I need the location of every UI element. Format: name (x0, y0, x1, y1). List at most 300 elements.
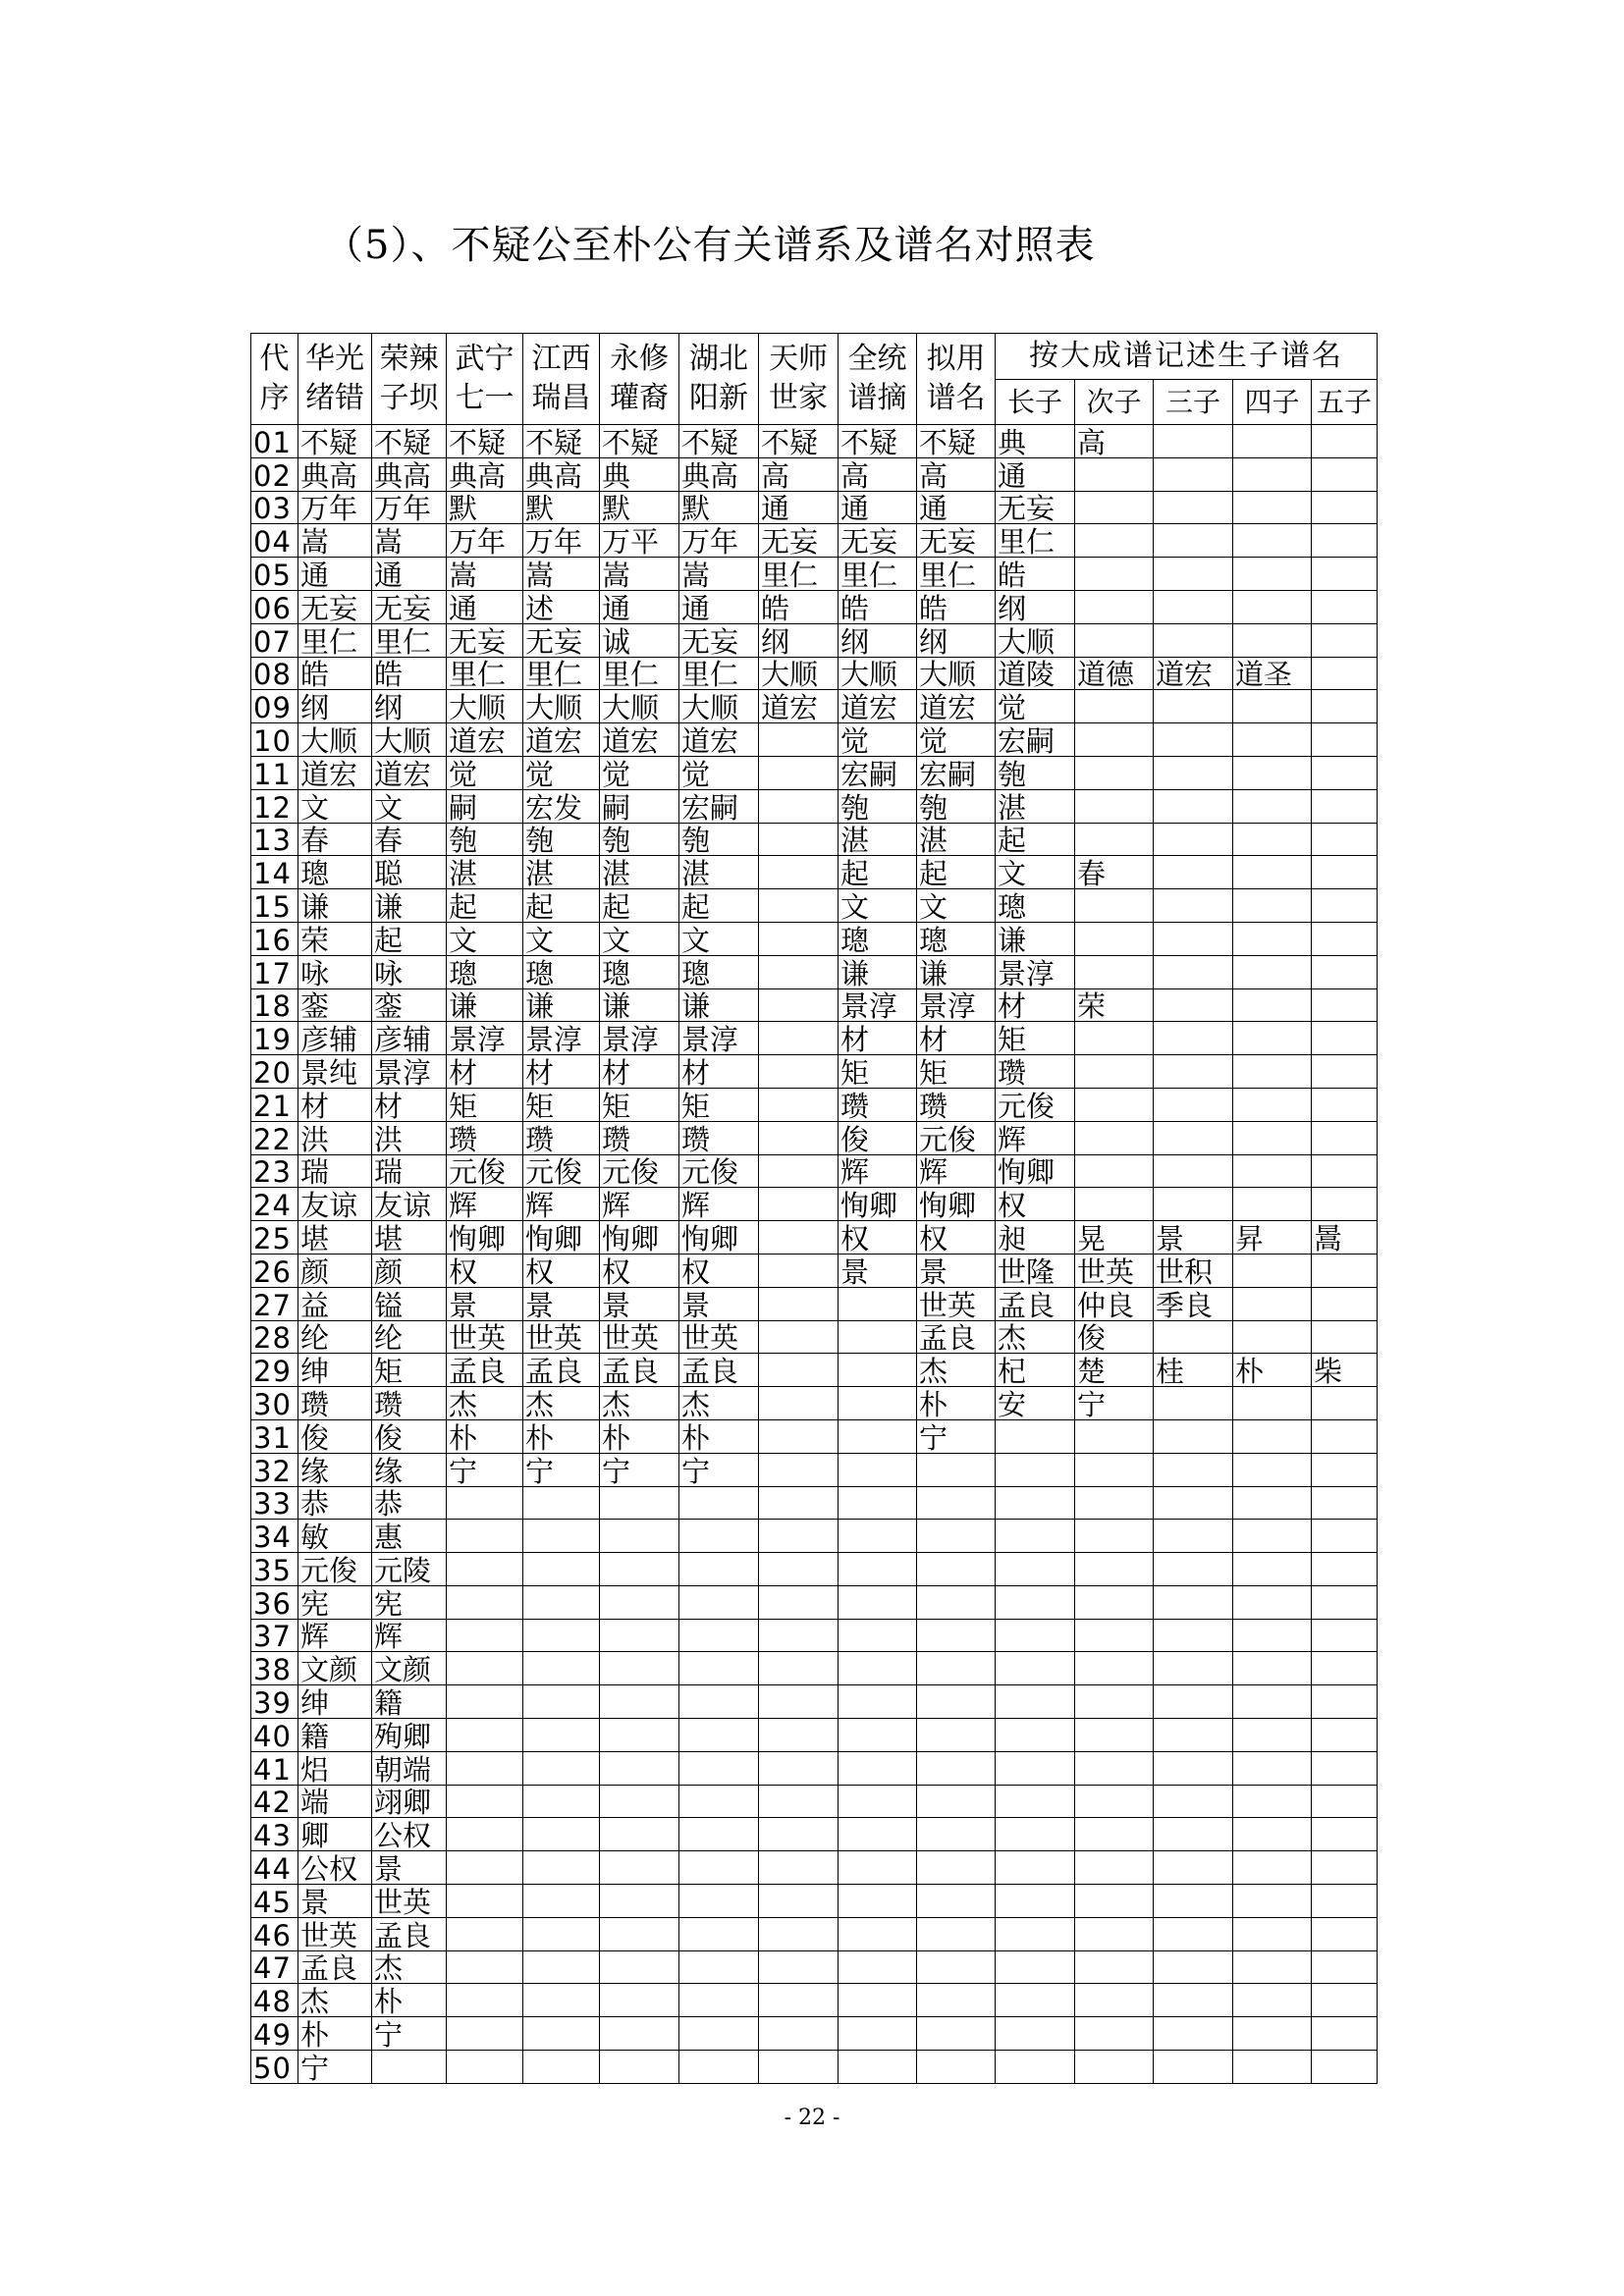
name-cell (447, 1818, 523, 1851)
name-cell (1233, 590, 1312, 623)
name-cell: 权 (600, 1254, 679, 1287)
name-cell (759, 756, 839, 789)
name-cell (759, 1254, 839, 1287)
header-source: 拟用谱名 (917, 334, 996, 425)
name-cell (1312, 590, 1378, 623)
name-cell (1075, 922, 1154, 955)
header-son: 四子 (1233, 380, 1312, 425)
name-cell: 纶 (298, 1320, 372, 1354)
name-cell (1312, 1585, 1378, 1619)
name-cell (1154, 1917, 1233, 1950)
name-cell: 柴 (1312, 1354, 1378, 1387)
name-cell: 文 (523, 922, 600, 955)
name-cell: 景 (523, 1287, 600, 1320)
name-cell: 不疑 (839, 425, 917, 458)
name-cell (679, 2017, 759, 2051)
name-cell: 道宏 (372, 756, 447, 789)
name-cell (839, 2017, 917, 2051)
name-cell: 元俊 (679, 1154, 759, 1188)
name-cell (996, 1751, 1075, 1785)
name-cell: 世积 (1154, 1254, 1233, 1287)
generation-number: 44 (251, 1851, 298, 1885)
name-cell (759, 988, 839, 1022)
name-cell: 敏 (298, 1520, 372, 1553)
table-row (251, 1088, 1378, 1121)
name-cell: 恭 (372, 1486, 447, 1520)
name-cell: 万年 (298, 491, 372, 524)
name-cell: 材 (917, 1022, 996, 1055)
name-cell: 孟良 (298, 1950, 372, 1984)
generation-number: 35 (251, 1553, 298, 1586)
name-cell (1075, 1851, 1154, 1885)
table-row (251, 590, 1378, 623)
name-cell: 瓒 (372, 1387, 447, 1420)
name-cell (600, 1520, 679, 1553)
name-cell (1233, 823, 1312, 856)
table-row (251, 2051, 1378, 2084)
name-cell: 嵩 (679, 558, 759, 591)
name-cell (1312, 922, 1378, 955)
name-cell: 俊 (298, 1419, 372, 1453)
name-cell (1233, 1619, 1312, 1652)
name-cell: 元陵 (372, 1553, 447, 1586)
name-cell: 孟良 (447, 1354, 523, 1387)
name-cell (1233, 789, 1312, 823)
name-cell (1312, 491, 1378, 524)
name-cell (447, 1520, 523, 1553)
generation-number: 41 (251, 1751, 298, 1785)
name-cell (759, 922, 839, 955)
name-cell (1312, 558, 1378, 591)
name-cell: 景 (679, 1287, 759, 1320)
name-cell: 嵩 (298, 524, 372, 558)
name-cell (1075, 1154, 1154, 1188)
generation-number: 17 (251, 955, 298, 988)
name-cell (1154, 955, 1233, 988)
name-cell: 湛 (839, 823, 917, 856)
table-row (251, 558, 1378, 591)
name-cell (1312, 1387, 1378, 1420)
name-cell (1075, 1619, 1154, 1652)
name-cell (1075, 623, 1154, 657)
name-cell (1154, 988, 1233, 1022)
name-cell (839, 1453, 917, 1486)
name-cell: 大顺 (523, 690, 600, 723)
name-cell (759, 1419, 839, 1453)
name-cell (1075, 889, 1154, 923)
name-cell (1312, 1885, 1378, 1918)
name-cell (1312, 623, 1378, 657)
name-cell: 宁 (298, 2051, 372, 2084)
name-cell (759, 955, 839, 988)
table-row (251, 856, 1378, 889)
name-cell (523, 1851, 600, 1885)
name-cell: 景 (1154, 1221, 1233, 1255)
generation-number: 16 (251, 922, 298, 955)
name-cell (839, 1354, 917, 1387)
name-cell (839, 1818, 917, 1851)
name-cell (600, 1751, 679, 1785)
name-cell: 大顺 (372, 723, 447, 757)
name-cell: 矩 (996, 1022, 1075, 1055)
name-cell: 荣 (298, 922, 372, 955)
name-cell (1233, 1818, 1312, 1851)
name-cell (679, 1917, 759, 1950)
name-cell (996, 1885, 1075, 1918)
name-cell: 材 (523, 1055, 600, 1089)
name-cell (1233, 1320, 1312, 1354)
name-cell (1312, 1254, 1378, 1287)
name-cell: 皓 (917, 590, 996, 623)
name-cell (679, 1553, 759, 1586)
name-cell: 嵩 (523, 558, 600, 591)
name-cell: 孟良 (600, 1354, 679, 1387)
name-cell (1154, 1851, 1233, 1885)
name-cell (839, 1751, 917, 1785)
name-cell (523, 1486, 600, 1520)
name-cell: 銮 (298, 988, 372, 1022)
name-cell (839, 1785, 917, 1818)
name-cell (1312, 889, 1378, 923)
name-cell (759, 1287, 839, 1320)
name-cell: 堪 (372, 1221, 447, 1255)
name-cell: 匏 (996, 756, 1075, 789)
name-cell (1312, 1719, 1378, 1752)
generation-number: 20 (251, 1055, 298, 1089)
name-cell (1075, 1818, 1154, 1851)
name-cell (1075, 756, 1154, 789)
name-cell (1075, 1652, 1154, 1685)
generation-number: 43 (251, 1818, 298, 1851)
name-cell (447, 1719, 523, 1752)
table-row (251, 1818, 1378, 1851)
name-cell (1075, 1751, 1154, 1785)
name-cell: 湛 (523, 856, 600, 889)
name-cell: 大顺 (996, 623, 1075, 657)
name-cell: 杞 (996, 1354, 1075, 1387)
name-cell (1154, 1486, 1233, 1520)
name-cell (1075, 1917, 1154, 1950)
name-cell (1233, 1387, 1312, 1420)
name-cell (1075, 457, 1154, 491)
name-cell (759, 2017, 839, 2051)
name-cell (1154, 690, 1233, 723)
name-cell: 矩 (839, 1055, 917, 1089)
name-cell: 道宏 (679, 723, 759, 757)
name-cell (1154, 1188, 1233, 1221)
name-cell: 万年 (523, 524, 600, 558)
header-sons-title: 按大成谱记述生子谱名 (996, 334, 1378, 380)
generation-number: 18 (251, 988, 298, 1022)
name-cell (996, 2051, 1075, 2084)
name-cell (759, 1387, 839, 1420)
name-cell: 典高 (447, 457, 523, 491)
name-cell (759, 1088, 839, 1121)
generation-number: 36 (251, 1585, 298, 1619)
name-cell: 道德 (1075, 657, 1154, 690)
name-cell: 俊 (1075, 1320, 1154, 1354)
name-cell (447, 1917, 523, 1950)
name-cell: 杰 (523, 1387, 600, 1420)
table-header (251, 334, 1378, 425)
name-cell: 安 (996, 1387, 1075, 1420)
name-cell: 无妄 (523, 623, 600, 657)
name-cell (1233, 1287, 1312, 1320)
name-cell (996, 1984, 1075, 2017)
name-cell (917, 1520, 996, 1553)
name-cell: 焒 (298, 1751, 372, 1785)
name-cell: 景淳 (600, 1022, 679, 1055)
name-cell: 起 (917, 856, 996, 889)
name-cell (1312, 1055, 1378, 1089)
name-cell (1154, 1885, 1233, 1918)
name-cell (1233, 1652, 1312, 1685)
name-cell (1233, 1254, 1312, 1287)
name-cell: 默 (523, 491, 600, 524)
name-cell: 典高 (298, 457, 372, 491)
name-cell (1075, 1984, 1154, 2017)
name-cell: 谦 (298, 889, 372, 923)
name-cell (1233, 1055, 1312, 1089)
name-cell (1233, 2017, 1312, 2051)
table-row (251, 457, 1378, 491)
name-cell: 无妄 (996, 491, 1075, 524)
name-cell (839, 1287, 917, 1320)
name-cell (1233, 690, 1312, 723)
name-cell (839, 1719, 917, 1752)
name-cell (447, 1585, 523, 1619)
name-cell (1312, 1751, 1378, 1785)
name-cell: 友谅 (298, 1188, 372, 1221)
generation-number: 37 (251, 1619, 298, 1652)
generation-number: 05 (251, 558, 298, 591)
name-cell: 景淳 (839, 988, 917, 1022)
header-son: 五子 (1312, 380, 1378, 425)
name-cell: 宪 (372, 1585, 447, 1619)
name-cell: 瓒 (600, 1121, 679, 1154)
name-cell (917, 1917, 996, 1950)
name-cell (600, 1652, 679, 1685)
table-row (251, 623, 1378, 657)
name-cell: 道陵 (996, 657, 1075, 690)
name-cell (1233, 1885, 1312, 1918)
name-cell (1312, 1685, 1378, 1719)
name-cell: 世英 (372, 1885, 447, 1918)
name-cell (1312, 1486, 1378, 1520)
name-cell (1075, 2017, 1154, 2051)
name-cell (1154, 491, 1233, 524)
name-cell (759, 856, 839, 889)
generation-number: 11 (251, 756, 298, 789)
generation-number: 28 (251, 1320, 298, 1354)
name-cell (1312, 1287, 1378, 1320)
name-cell: 觉 (679, 756, 759, 789)
name-cell: 湛 (996, 789, 1075, 823)
generation-number: 33 (251, 1486, 298, 1520)
name-cell (759, 823, 839, 856)
generation-number: 48 (251, 1984, 298, 2017)
name-cell (1233, 1585, 1312, 1619)
name-cell (523, 1652, 600, 1685)
name-cell (679, 1520, 759, 1553)
generation-number: 42 (251, 1785, 298, 1818)
name-cell (759, 1885, 839, 1918)
name-cell (1154, 425, 1233, 458)
name-cell: 道圣 (1233, 657, 1312, 690)
name-cell (996, 1652, 1075, 1685)
name-cell (1154, 1619, 1233, 1652)
name-cell: 权 (839, 1221, 917, 1255)
name-cell (447, 2051, 523, 2084)
name-cell: 起 (679, 889, 759, 923)
name-cell (917, 1785, 996, 1818)
name-cell: 默 (679, 491, 759, 524)
name-cell (839, 2051, 917, 2084)
name-cell: 孟良 (523, 1354, 600, 1387)
name-cell: 宁 (372, 2017, 447, 2051)
name-cell (996, 1719, 1075, 1752)
name-cell: 绅 (298, 1685, 372, 1719)
name-cell: 杰 (917, 1354, 996, 1387)
name-cell: 道宏 (523, 723, 600, 757)
table-row (251, 491, 1378, 524)
name-cell: 璁 (447, 955, 523, 988)
name-cell: 辉 (372, 1619, 447, 1652)
name-cell: 典高 (372, 457, 447, 491)
name-cell (1233, 491, 1312, 524)
name-cell: 孟良 (679, 1354, 759, 1387)
name-cell (996, 1619, 1075, 1652)
table-body (251, 425, 1378, 2084)
generation-number: 06 (251, 590, 298, 623)
generation-number: 31 (251, 1419, 298, 1453)
name-cell (1075, 1055, 1154, 1089)
table-row (251, 1917, 1378, 1950)
name-cell: 材 (298, 1088, 372, 1121)
header-source: 华光绪错 (298, 334, 372, 425)
name-cell: 文 (447, 922, 523, 955)
name-cell (917, 1553, 996, 1586)
name-cell: 道宏 (839, 690, 917, 723)
name-cell: 恂卿 (679, 1221, 759, 1255)
name-cell: 朴 (523, 1419, 600, 1453)
name-cell (1312, 1785, 1378, 1818)
name-cell: 里仁 (679, 657, 759, 690)
generation-number: 39 (251, 1685, 298, 1719)
name-cell (447, 1885, 523, 1918)
name-cell: 璁 (917, 922, 996, 955)
name-cell (600, 1585, 679, 1619)
name-cell: 景 (372, 1851, 447, 1885)
name-cell: 文 (298, 789, 372, 823)
name-cell (523, 1950, 600, 1984)
name-cell (523, 1585, 600, 1619)
name-cell (839, 1486, 917, 1520)
header-source: 天师世家 (759, 334, 839, 425)
name-cell (1154, 922, 1233, 955)
name-cell: 典高 (523, 457, 600, 491)
name-cell (917, 1486, 996, 1520)
name-cell (1154, 1154, 1233, 1188)
name-cell: 宁 (447, 1453, 523, 1486)
table-row (251, 1453, 1378, 1486)
table-row (251, 1354, 1378, 1387)
name-cell (1312, 1121, 1378, 1154)
name-cell: 绅 (298, 1354, 372, 1387)
name-cell: 辉 (996, 1121, 1075, 1154)
name-cell (1154, 723, 1233, 757)
name-cell: 纲 (372, 690, 447, 723)
name-cell: 文 (372, 789, 447, 823)
name-cell (1312, 1320, 1378, 1354)
name-cell: 无妄 (759, 524, 839, 558)
name-cell (1233, 1520, 1312, 1553)
generation-number: 27 (251, 1287, 298, 1320)
name-cell (523, 1984, 600, 2017)
table-row (251, 1685, 1378, 1719)
name-cell (1075, 723, 1154, 757)
name-cell (839, 1984, 917, 2017)
generation-number: 30 (251, 1387, 298, 1420)
name-cell: 材 (996, 988, 1075, 1022)
name-cell (600, 1553, 679, 1586)
name-cell: 卿 (298, 1818, 372, 1851)
name-cell: 杰 (996, 1320, 1075, 1354)
name-cell: 俊 (839, 1121, 917, 1154)
name-cell (1075, 1088, 1154, 1121)
name-cell (1154, 2051, 1233, 2084)
name-cell (523, 2017, 600, 2051)
name-cell: 文 (917, 889, 996, 923)
name-cell: 起 (839, 856, 917, 889)
name-cell (759, 1354, 839, 1387)
name-cell (1154, 590, 1233, 623)
name-cell (1312, 457, 1378, 491)
generation-number: 15 (251, 889, 298, 923)
name-cell (917, 1685, 996, 1719)
name-cell (1312, 1453, 1378, 1486)
name-cell: 湛 (600, 856, 679, 889)
name-cell: 瓒 (839, 1088, 917, 1121)
name-cell (523, 2051, 600, 2084)
generation-number: 45 (251, 1885, 298, 1918)
name-cell: 元俊 (298, 1553, 372, 1586)
name-cell (839, 1585, 917, 1619)
name-cell: 缘 (372, 1453, 447, 1486)
name-cell (1075, 1719, 1154, 1752)
name-cell (600, 1984, 679, 2017)
table-row (251, 1022, 1378, 1055)
name-cell: 嗣 (600, 789, 679, 823)
name-cell: 不疑 (600, 425, 679, 458)
name-cell (1233, 558, 1312, 591)
name-cell: 典高 (679, 457, 759, 491)
name-cell (1233, 1917, 1312, 1950)
name-cell (679, 1818, 759, 1851)
name-cell: 嵩 (600, 558, 679, 591)
header-son: 次子 (1075, 380, 1154, 425)
name-cell (1312, 789, 1378, 823)
generation-number: 22 (251, 1121, 298, 1154)
name-cell (1312, 756, 1378, 789)
name-cell: 道宏 (759, 690, 839, 723)
name-cell: 诚 (600, 623, 679, 657)
name-cell: 辉 (523, 1188, 600, 1221)
name-cell (523, 1619, 600, 1652)
name-cell: 通 (759, 491, 839, 524)
name-cell: 景 (839, 1254, 917, 1287)
name-cell (1312, 657, 1378, 690)
